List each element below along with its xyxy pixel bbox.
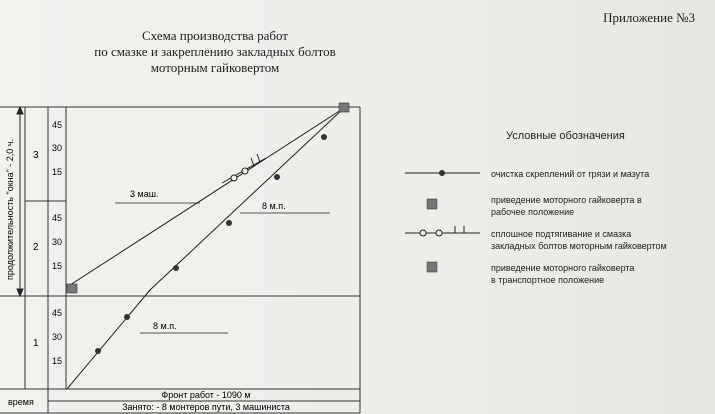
workers-lower-label: 8 м.п. (153, 321, 177, 331)
cleaning-line-lower (67, 290, 150, 389)
legend-symbols (405, 170, 480, 272)
machines-label: 3 маш. (130, 189, 159, 199)
minute-label: 30 (52, 143, 63, 153)
title-line-2: по смазке и закреплению закладных болтов (94, 44, 336, 59)
legend-wrench-circle (436, 230, 442, 236)
hour-label-1: 1 (33, 338, 39, 349)
legend-cleaning-dot (439, 170, 445, 176)
wrench-circle (231, 175, 237, 181)
window-duration-label: продолжительность "окна" - 2,0 ч. (5, 138, 15, 280)
cleaning-point (274, 174, 280, 180)
minute-label: 15 (52, 167, 63, 177)
hour-label-2: 2 (33, 242, 39, 253)
cleaning-points (95, 134, 327, 354)
legend-item-text: закладных болтов моторным гайковертом (491, 241, 667, 251)
cleaning-point (226, 220, 232, 226)
legend-item-working-position (491, 194, 642, 218)
legend-working-square (427, 199, 437, 209)
legend-item-text: в транспортное положение (491, 275, 605, 285)
legend-item-text: приведение моторного гайковерта в (491, 195, 642, 205)
legend-item-text: сплошное подтягивание и смазка (491, 229, 632, 239)
window-arrow-head-bottom (17, 289, 23, 296)
minute-label: 30 (52, 332, 63, 342)
cleaning-point (124, 314, 130, 320)
minute-label: 15 (52, 261, 63, 271)
minute-label: 30 (52, 237, 63, 247)
wrench-tick (251, 158, 254, 166)
crew-label: Занято: - 8 монтеров пути, 3 машиниста (122, 402, 290, 412)
legend-item-tightening (491, 228, 667, 252)
machine-line (67, 108, 344, 287)
minute-labels (52, 120, 62, 366)
hour-label-3: 3 (33, 150, 39, 161)
wrench-tick (257, 154, 260, 162)
cleaning-line-upper (150, 108, 344, 290)
legend-item-cleaning (491, 168, 649, 180)
work-front-label: Фронт работ - 1090 м (161, 390, 251, 400)
wrench-symbol (222, 154, 266, 183)
window-arrow (17, 107, 23, 296)
minute-label: 45 (52, 308, 63, 318)
cleaning-point (95, 348, 101, 354)
legend-item-text: рабочее положение (491, 207, 575, 217)
cleaning-point (321, 134, 327, 140)
workers-upper-label: 8 м.п. (262, 201, 286, 211)
minute-label: 45 (52, 213, 63, 223)
legend-transport-square (427, 262, 437, 272)
window-arrow-head-top (17, 107, 23, 114)
cleaning-point (173, 265, 179, 271)
legend-item-transport-position (491, 262, 634, 286)
minute-label: 15 (52, 356, 63, 366)
legend-title: Условные обозначения (506, 130, 625, 142)
transport-position-marker (339, 103, 349, 112)
appendix-label: Приложение №3 (603, 10, 695, 25)
legend-wrench-circle (420, 230, 426, 236)
minute-label: 45 (52, 120, 63, 130)
schedule-lines (67, 108, 344, 389)
time-label: время (8, 397, 34, 407)
legend-item-text: очистка скреплений от грязи и мазута (491, 169, 650, 179)
legend-item-text: приведение моторного гайковерта (491, 263, 635, 273)
title-line-3: моторным гайковертом (150, 60, 280, 75)
title-line-1: Схема производства работ (142, 28, 288, 43)
wrench-circle (242, 168, 248, 174)
working-position-marker (67, 284, 77, 293)
